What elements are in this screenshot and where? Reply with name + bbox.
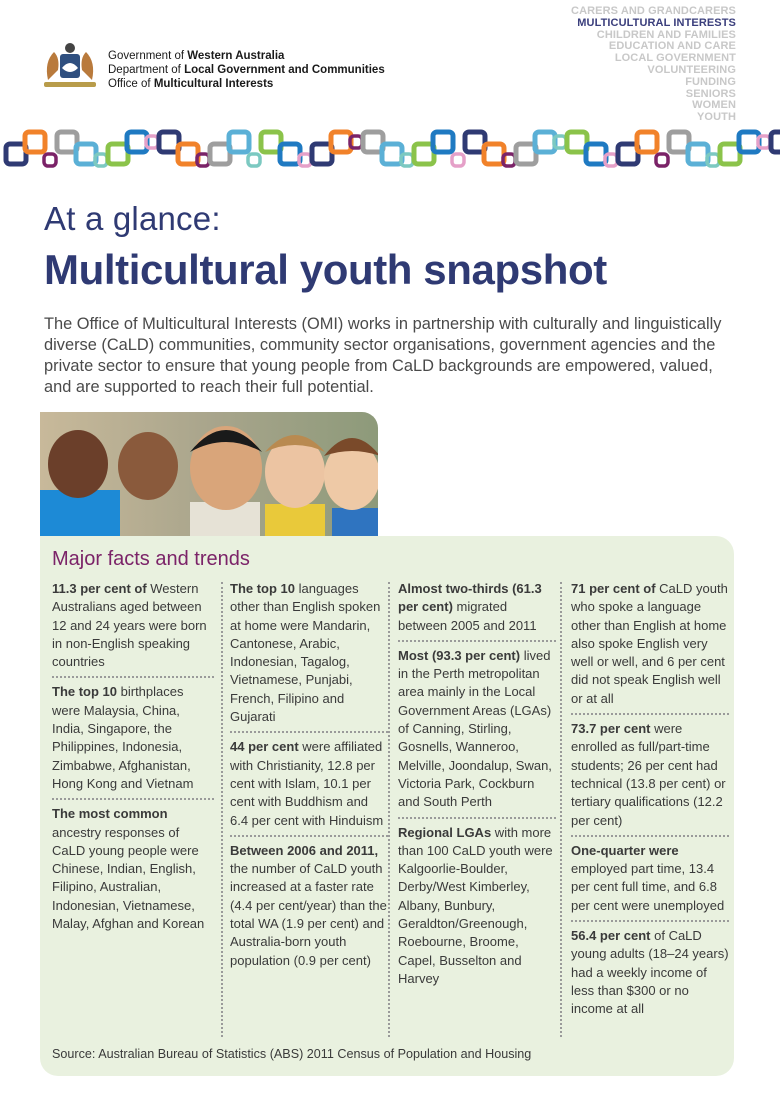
fact-english-proficiency: 71 per cent of CaLD youth who spoke a language other than English at home also spoke English very well or well, and 6 per cent did not speak English well or at all (571, 580, 729, 715)
source-note: Source: Australian Bureau of Statistics (ABS) 2011 Census of Population and Housing (52, 1047, 532, 1061)
facts-heading: Major facts and trends (52, 548, 250, 570)
office-line: Office of Multicultural Interests (108, 78, 274, 90)
decorative-square (44, 154, 56, 166)
decorative-square (452, 154, 464, 166)
facts-column-2 (230, 580, 388, 980)
decorative-square (248, 154, 260, 166)
fact-regional-lgas: Regional LGAs with more than 100 CaLD youth were Kalgoorlie-Boulder, Derby/West Kimberley, Albany, Bunbury, Geraldton/Greenough, Roebourne, Broome, Capel, Busselton and Harvey (398, 824, 553, 986)
facts-column-1 (52, 580, 214, 943)
fact-perth-lgas: Most (93.3 per cent) lived in the Perth metropolitan area mainly in the Local Government Areas (LGAs) of Canning, Stirling, Gosnells, Wanneroo, Melville, Joondalup, Swan, Victoria Park, Cockburn and South Perth (398, 647, 556, 819)
nav-item-carers[interactable]: CARERS AND GRANDCARERS (571, 5, 736, 17)
facts-column-4 (571, 580, 729, 1029)
nav-item-multicultural[interactable]: MULTICULTURAL INTERESTS (577, 16, 736, 29)
fact-ancestry: The most common ancestry responses of CaLD young people were Chinese, Indian, English, Filipino, Australian, Indonesian, Vietnamese, Malay, Afghan and Korean (52, 806, 205, 932)
fact-top-birthplaces: The top 10 birthplaces were Malaysia, China, India, Singapore, the Philippines, Indonesia, Zimbabwe, Afghanistan, Hong Kong and Vietnam (52, 683, 214, 800)
fact-religion: 44 per cent were affiliated with Christianity, 12.8 per cent with Islam, 10.1 per cent with Buddhism and 6.4 per cent with Hinduism (230, 738, 388, 836)
decorative-squares-banner (0, 128, 780, 176)
gov-line: Government of Western Australia (108, 50, 285, 62)
fact-growth: Between 2006 and 2011, the number of CaLD youth increased at a faster rate (4.4 per cent/year) than the total WA (1.9 per cent) and Australia-born youth population (0.9 per cent) (230, 842, 387, 968)
nav-item-volunteering[interactable]: VOLUNTEERING (647, 63, 736, 76)
nav-item-seniors[interactable]: SENIORS (685, 87, 736, 100)
fact-employment: One-quarter were employed part time, 13.4 per cent full time, and 6.8 per cent were unemployed (571, 842, 729, 922)
nav-item-funding[interactable]: FUNDING (685, 75, 736, 88)
dept-line: Department of Local Government and Communities (108, 64, 385, 76)
topic-nav-list (571, 6, 736, 124)
title-at-a-glance: At a glance: (44, 200, 221, 237)
fact-born-overseas: 11.3 per cent of Western Australians aged between 12 and 24 years were born in non-English speaking countries (52, 580, 214, 678)
youth-group-photo (40, 412, 378, 536)
fact-top-languages: The top 10 languages other than English spoken at home were Mandarin, Cantonese, Arabic, Indonesian, Tagalog, Vietnamese, Punjabi, French, Filipino and Gujarati (230, 580, 388, 733)
nav-item-women[interactable]: WOMEN (692, 99, 736, 112)
page-title: Multicultural youth snapshot (44, 246, 607, 293)
decorative-square (656, 154, 668, 166)
column-divider (221, 582, 223, 1037)
intro-paragraph: The Office of Multicultural Interests (OMI) works in partnership with culturally and linguistically diverse (CaLD) communities, community sector organisations, government agencies and the private sector to ensure that young people from CaLD backgrounds are empowered, valued, and are supported to reach their full potential. (44, 315, 722, 396)
fact-income: 56.4 per cent of CaLD young adults (18–24 years) had a weekly income of less than $300 or no income at all (571, 928, 729, 1017)
column-divider (560, 582, 562, 1037)
decorative-square (771, 132, 780, 152)
government-department-block (108, 49, 385, 91)
nav-item-local-government[interactable]: LOCAL GOVERNMENT (614, 52, 736, 65)
column-divider (388, 582, 390, 1037)
fact-migration: Almost two-thirds (61.3 per cent) migrated between 2005 and 2011 (398, 580, 556, 642)
wa-coat-of-arms-icon (38, 40, 102, 94)
nav-item-children[interactable]: CHILDREN AND FAMILIES (596, 28, 736, 41)
nav-item-youth[interactable]: YOUTH (697, 111, 736, 124)
fact-education: 73.7 per cent were enrolled as full/part-time students; 26 per cent had technical (13.8 per cent) or tertiary qualifications (12.2 per cent) (571, 720, 729, 837)
nav-item-education[interactable]: EDUCATION AND CARE (608, 40, 736, 53)
facts-column-3 (398, 580, 556, 998)
